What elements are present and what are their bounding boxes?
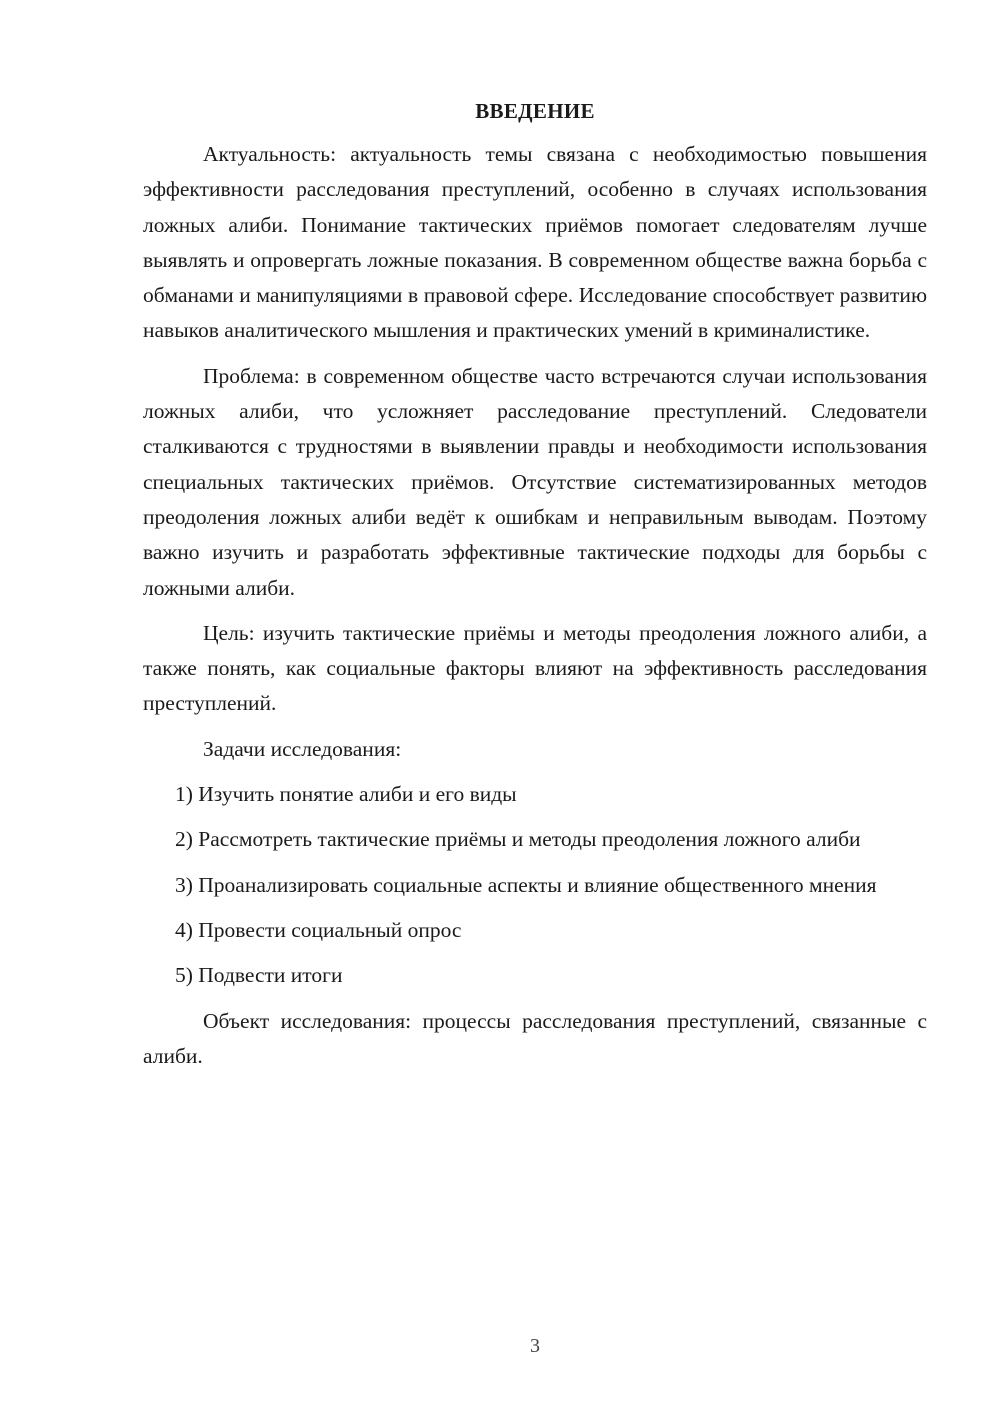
problem-paragraph: Проблема: в современном обществе часто встречаются случаи использования ложных алиби, что усложняет расследование преступлений. Следователи сталкиваются с трудностями в выявлении правды и необходимости использования специальных тактических приёмов. Отсутствие систематизированных методов преодоления ложных алиби ведёт к ошибкам и неправильным выводам. Поэтому важно изучить и разработать эффективные тактические подходы для борьбы с ложными алиби. xyxy=(143,363,927,600)
section-heading: ВВЕДЕНИЕ xyxy=(475,99,595,123)
task-item: 3) Проанализировать социальные аспекты и влияние общественного мнения xyxy=(175,872,877,897)
document-page xyxy=(143,96,927,1084)
object-paragraph: Объект исследования: процессы расследования преступлений, связанные с алиби. xyxy=(143,1008,927,1068)
task-item: 4) Провести социальный опрос xyxy=(175,917,462,942)
task-item: 2) Рассмотреть тактические приёмы и методы преодоления ложного алиби xyxy=(175,827,861,852)
task-item: 1) Изучить понятие алиби и его виды xyxy=(175,782,517,807)
tasks-list xyxy=(143,777,927,993)
relevance-paragraph: Актуальность: актуальность темы связана с необходимостью повышения эффективности расследования преступлений, особенно в случаях использования ложных алиби. Понимание тактических приёмов помогает следователям лучше выявлять и опровергать ложные показания. В современном обществе важна борьба с обманами и манипуляциями в правовой сфере. Исследование способствует развитию навыков аналитического мышления и практических умений в криминалистике. xyxy=(143,142,927,343)
task-item: 5) Подвести итоги xyxy=(175,963,343,988)
page-number: 3 xyxy=(530,1335,540,1357)
goal-paragraph: Цель: изучить тактические приёмы и методы преодоления ложного алиби, а также понять, как социальные факторы влияют на эффективность расследования преступлений. xyxy=(143,620,927,716)
tasks-title: Задачи исследования: xyxy=(203,736,402,761)
